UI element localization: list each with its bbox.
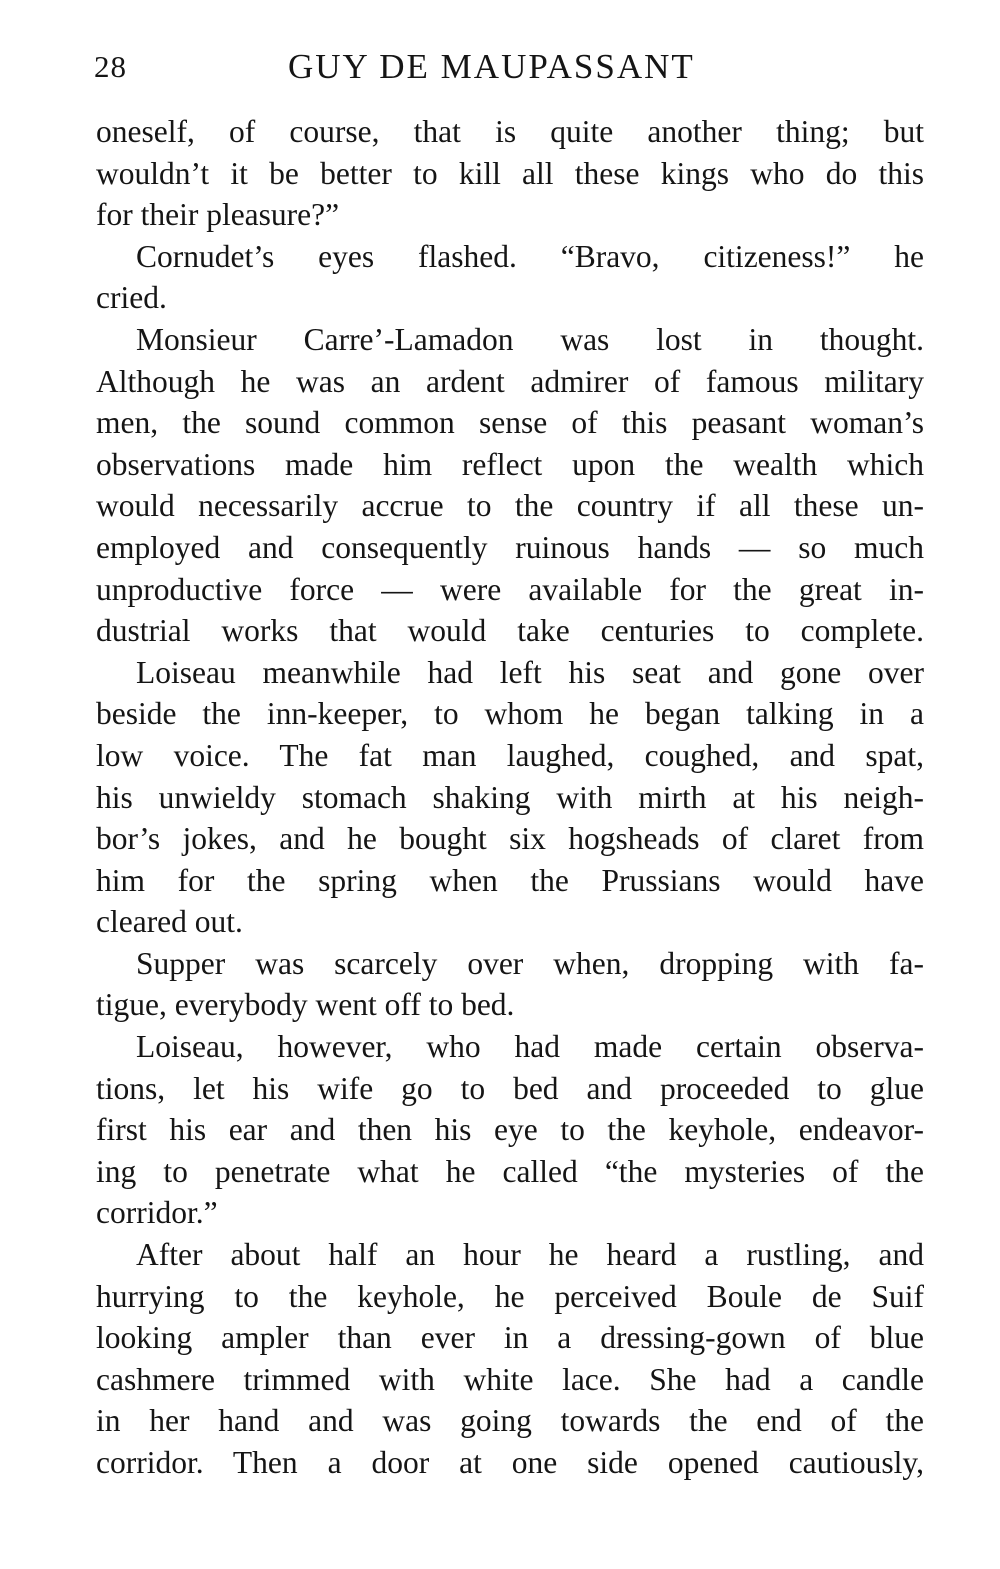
text-line: unproductive force — were available for the great in- bbox=[96, 571, 924, 607]
text-line: first his ear and then his eye to the keyhole, endeavor- bbox=[96, 1112, 924, 1148]
text-line: cried. bbox=[96, 280, 167, 316]
text-line: Loiseau, however, who had made certain observa- bbox=[136, 1029, 924, 1065]
text-line: Monsieur Carre’-Lamadon was lost in thought. bbox=[136, 321, 924, 357]
text-line: cashmere trimmed with white lace. She had a candle bbox=[96, 1361, 924, 1397]
running-head bbox=[94, 42, 926, 92]
running-title: GUY DE MAUPASSANT bbox=[288, 47, 695, 86]
text-line: corridor.” bbox=[96, 1195, 218, 1231]
text-line: tions, let his wife go to bed and proceeded to glue bbox=[96, 1070, 924, 1106]
page-number: 28 bbox=[94, 49, 127, 84]
text-line: tigue, everybody went off to bed. bbox=[96, 987, 515, 1023]
text-line: in her hand and was going towards the end of the bbox=[96, 1403, 924, 1439]
text-line: corridor. Then a door at one side opened cautiously, bbox=[96, 1445, 924, 1480]
text-line: dustrial works that would take centuries to complete. bbox=[96, 613, 924, 649]
text-line: observations made him reflect upon the wealth which bbox=[96, 446, 924, 482]
text-line: After about half an hour he heard a rustling, and bbox=[136, 1237, 924, 1273]
text-line: for their pleasure?” bbox=[96, 197, 340, 233]
text-line: wouldn’t it be better to kill all these kings who do this bbox=[96, 155, 924, 191]
text-line: men, the sound common sense of this peasant woman’s bbox=[96, 405, 924, 441]
text-line: Supper was scarcely over when, dropping with fa- bbox=[136, 945, 924, 981]
text-line: him for the spring when the Prussians would have bbox=[96, 862, 924, 898]
text-line: Loiseau meanwhile had left his seat and gone over bbox=[136, 654, 924, 690]
text-line: beside the inn-keeper, to whom he began talking in a bbox=[96, 696, 924, 732]
text-line: cleared out. bbox=[96, 904, 243, 940]
body-text bbox=[96, 111, 924, 1484]
text-line: low voice. The fat man laughed, coughed, and spat, bbox=[96, 737, 924, 773]
text-line: looking ampler than ever in a dressing-gown of blue bbox=[96, 1320, 924, 1356]
text-line: employed and consequently ruinous hands — so much bbox=[96, 529, 924, 565]
text-line: ing to penetrate what he called “the mysteries of the bbox=[96, 1153, 924, 1189]
text-line: Cornudet’s eyes flashed. “Bravo, citizeness!” he bbox=[136, 238, 924, 274]
text-line: bor’s jokes, and he bought six hogsheads of claret from bbox=[96, 821, 924, 857]
text-line: his unwieldy stomach shaking with mirth at his neigh- bbox=[96, 779, 924, 815]
text-line: oneself, of course, that is quite another thing; but bbox=[96, 114, 924, 149]
text-line: Although he was an ardent admirer of famous military bbox=[96, 363, 924, 399]
text-line: hurrying to the keyhole, he perceived Boule de Suif bbox=[96, 1278, 924, 1314]
text-line: would necessarily accrue to the country if all these un- bbox=[96, 488, 924, 524]
